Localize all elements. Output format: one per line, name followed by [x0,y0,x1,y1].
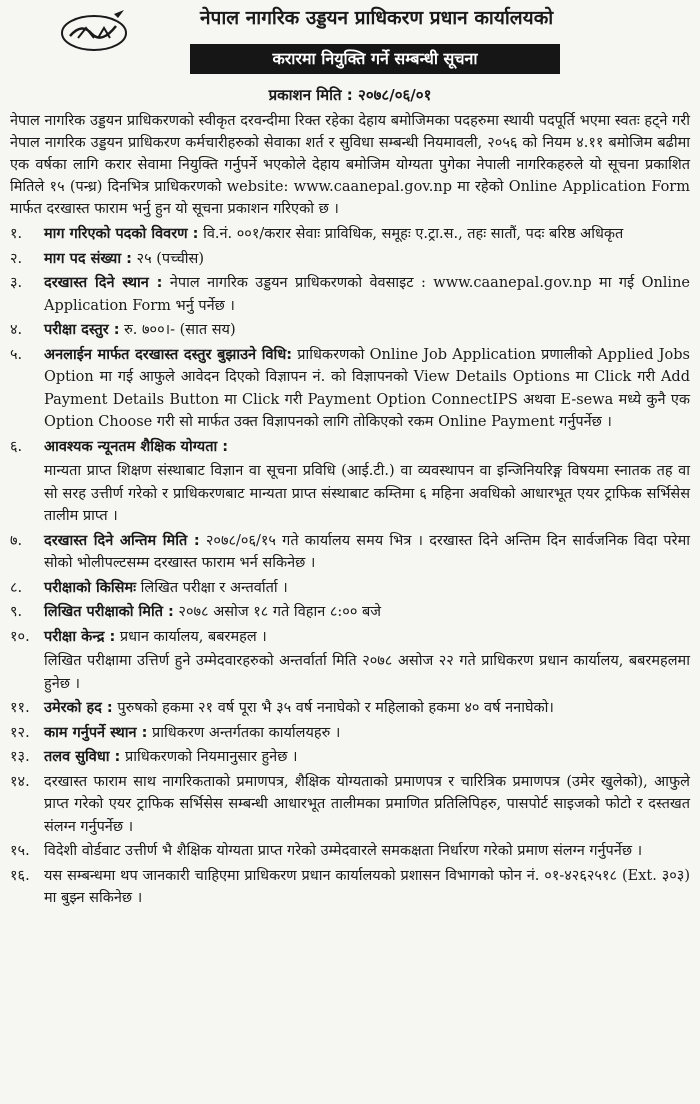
notice-item [10,626,690,649]
item-number: ९. [10,604,23,620]
notice-items-list [10,223,690,910]
item-body [44,722,690,745]
item-body [44,272,690,317]
item-label: अनलाईन मार्फत दरखास्त दस्तुर बुझाउने विधि: [44,346,293,363]
notice-item [10,771,690,839]
notice-item [10,746,690,769]
notice-item [10,272,690,317]
caan-logo [58,8,130,54]
item-number: १२. [10,724,30,741]
notice-item [10,436,690,459]
item-label: माग गरिएको पदको विवरण : [44,226,199,242]
item-label: परीक्षा दस्तुर : [44,322,120,338]
item-body [44,746,690,769]
item-text: २५ (पच्चीस) [131,250,205,267]
item-label: परीक्षाको किसिमः [44,579,137,596]
item-text: २०७८/०६/१५ गते कार्यालय समय भित्र । दरखास्त दिने अन्तिम दिन सार्वजनिक विदा परेमा सोको भोलीपल्टसम्म दरखास्त फाराम भर्न सकिनेछ । [44,532,690,571]
notice-header [10,0,690,80]
item-extra-text: मान्यता प्राप्त शिक्षण संस्थाबाट विज्ञान वा सूचना प्रविधि (आई.टी.) वा व्यवस्थापन वा इन्जिनियरिङ्ग विषयमा स्नातक तह वा सो सरह उत्तीर्ण गरेको र प्राधिकरणबाट मान्यता प्राप्त संस्थाबाट कम्तिमा ६ महिना अवधिको आधारभूत एयर ट्राफिक सर्भिसेस तालीम प्राप्त । [44,463,690,524]
item-label: दरखास्त दिने अन्तिम मिति : [44,532,200,549]
notice-item [10,601,690,624]
item-body [44,344,690,434]
item-number: ४. [10,322,23,338]
item-text: वि.नं. ००१/करार सेवाः प्राविधिक, समूहः ए.ट्रा.स., तहः सातौं, पदः बरिष्ठ अधिकृत [198,226,624,242]
item-label: परीक्षा केन्द्र : [44,628,116,645]
item-text: २०७८ असोज १८ गते विहान ८:०० बजे [173,604,382,620]
item-body [44,697,690,720]
item-text: प्राधिकरणको Online Job Application प्रणालीको Applied Jobs Option मा गई आफुले आवेदन दिएको विज्ञापन नं. को विज्ञापनको View Details Options मा Click गरी Add Payment Details Button मा Click गरी Payment Option ConnectIPS अथवा E-sewa मध्ये कुनै एक Option Choose गरी सो मार्फत उक्त विज्ञापनको लागि तोकिएको रकम Online Payment गर्नुपर्नेछ । [44,346,690,430]
notice-item [10,530,690,575]
notice-item [10,840,690,863]
item-label: तलव सुविधा : [44,749,121,765]
notice-item [10,722,690,745]
item-number: २. [10,250,23,267]
item-body [44,577,690,600]
item-extra-text: लिखित परीक्षामा उत्तिर्ण हुने उम्मेदवारहरुको अन्तर्वार्ता मिति २०७८ असोज २२ गते प्राधिकरण प्रधान कार्यालय, बबरमहलमा हुनेछ । [44,653,690,692]
notice-item [10,248,690,271]
item-body [44,223,690,246]
item-text: नेपाल नागरिक उड्डयन प्राधिकरणको वेवसाइट : www.caanepal.gov.np मा गई Online Application Form भर्नु पर्नेछ । [44,275,690,314]
item-number: १६. [10,867,30,884]
notice-item [10,344,690,434]
intro-paragraph: नेपाल नागरिक उड्डयन प्राधिकरणको स्वीकृत दरवन्दीमा रिक्त रहेका देहाय बमोजिमका पदहरुमा स्थायी पदपूर्ति भएमा स्वतः हट्ने गरी नेपाल नागरिक उड्डयन प्राधिकरण कर्मचारीहरुको सेवाका शर्त र सुविधा सम्बन्धी नियमावली, २०५६ को नियम ४.११ बमोजिम बढीमा एक वर्षका लागि करार सेवामा नियुक्ति गर्नुपर्ने भएकोले देहाय बमोजिम योग्यता पुगेका नेपाली नागरिकहरुले यो सूचना प्रकाशित मितिले १५ (पन्ध्र) दिनभित्र प्राधिकरणको website: www.caanepal.gov.np मा रहेको Online Application Form मार्फत दरखास्त फाराम भर्नु हुन यो सूचना प्रकाशन गरिएको छ । [10,113,690,217]
item-body [44,840,690,863]
item-body [44,319,690,342]
notice-item [10,865,690,910]
item-text: विदेशी वोर्डवाट उत्तीर्ण भै शैक्षिक योग्यता प्राप्त गरेको उम्मेदवारले समकक्षता निर्धारण गरेको प्रमाण संलग्न गर्नुपर्नेछ । [44,843,643,859]
item-number: ५. [10,346,23,363]
item-number: ७. [10,532,23,549]
item-number: ११. [10,700,30,716]
item-label: माग पद संख्या : [44,250,132,267]
item-label: आवश्यक न्यूनतम शैक्षिक योग्यता : [44,438,229,455]
item-body [44,626,690,649]
item-number: १३. [10,749,30,765]
item-text: पुरुषको हकमा २१ वर्ष पूरा भै ३५ वर्ष ननाघेको र महिलाको हकमा ४० वर्ष ननाघेको। [112,700,554,716]
item-body [44,771,690,839]
item-number: १५. [10,843,30,859]
item-body [44,601,690,624]
item-text: यस सम्बन्धमा थप जानकारी चाहिएमा प्राधिकरण प्रधान कार्यालयको प्रशासन विभागको फोन नं. ०१-४२६२५१८ (Ext. ३०३) मा बुझ्न सकिनेछ । [44,867,690,906]
item-label: उमेरको हद : [44,700,113,716]
item-body [44,530,690,575]
notice-title-banner: करारमा नियुक्ति गर्ने सम्बन्धी सूचना [190,44,560,74]
notice-item [10,223,690,246]
item-number: १४. [10,773,30,790]
item-number: १. [10,226,23,242]
item-text: प्राधिकरणको नियमानुसार हुनेछ । [120,749,298,765]
item-text: लिखित परीक्षा र अन्तर्वार्ता । [136,579,288,596]
item-text: रु. ७००।- (सात सय) [119,322,236,338]
item-text: दरखास्त फाराम साथ नागरिकताको प्रमाणपत्र, शैक्षिक योग्यताको प्रमाणपत्र र चारित्रिक प्रमाणपत्र (उमेर खुलेको), आफुले प्राप्त गरेको एयर ट्राफिक सर्भिसेस सम्बन्धी आधारभूत तालीमका प्रमाणित प्रतिलिपिहरु, पासपोर्ट साइजको फोटो र दस्तखत संलग्न गर्नुपर्नेछ । [44,773,690,835]
item-label: काम गर्नुपर्ने स्थान : [44,724,148,741]
item-body [44,865,690,910]
notice-item [10,577,690,600]
publication-date: प्रकाशन मिति : २०७८/०६/०१ [268,86,432,104]
item-number: १०. [10,628,30,645]
item-label: दरखास्त दिने स्थान : [44,275,163,291]
organization-name: नेपाल नागरिक उड्डयन प्राधिकरण प्रधान कार्यालयको [200,7,554,29]
item-body [44,248,690,271]
item-text: प्राधिकरण अन्तर्गतका कार्यालयहरु । [147,724,341,741]
item-text: प्रधान कार्यालय, बबरमहल । [115,628,267,645]
notice-item [10,319,690,342]
item-number: ३. [10,275,23,291]
item-number: ६. [10,438,23,455]
item-label: लिखित परीक्षाको मिति : [44,604,174,620]
item-body [44,436,690,459]
item-number: ८. [10,579,23,596]
notice-item [10,697,690,720]
